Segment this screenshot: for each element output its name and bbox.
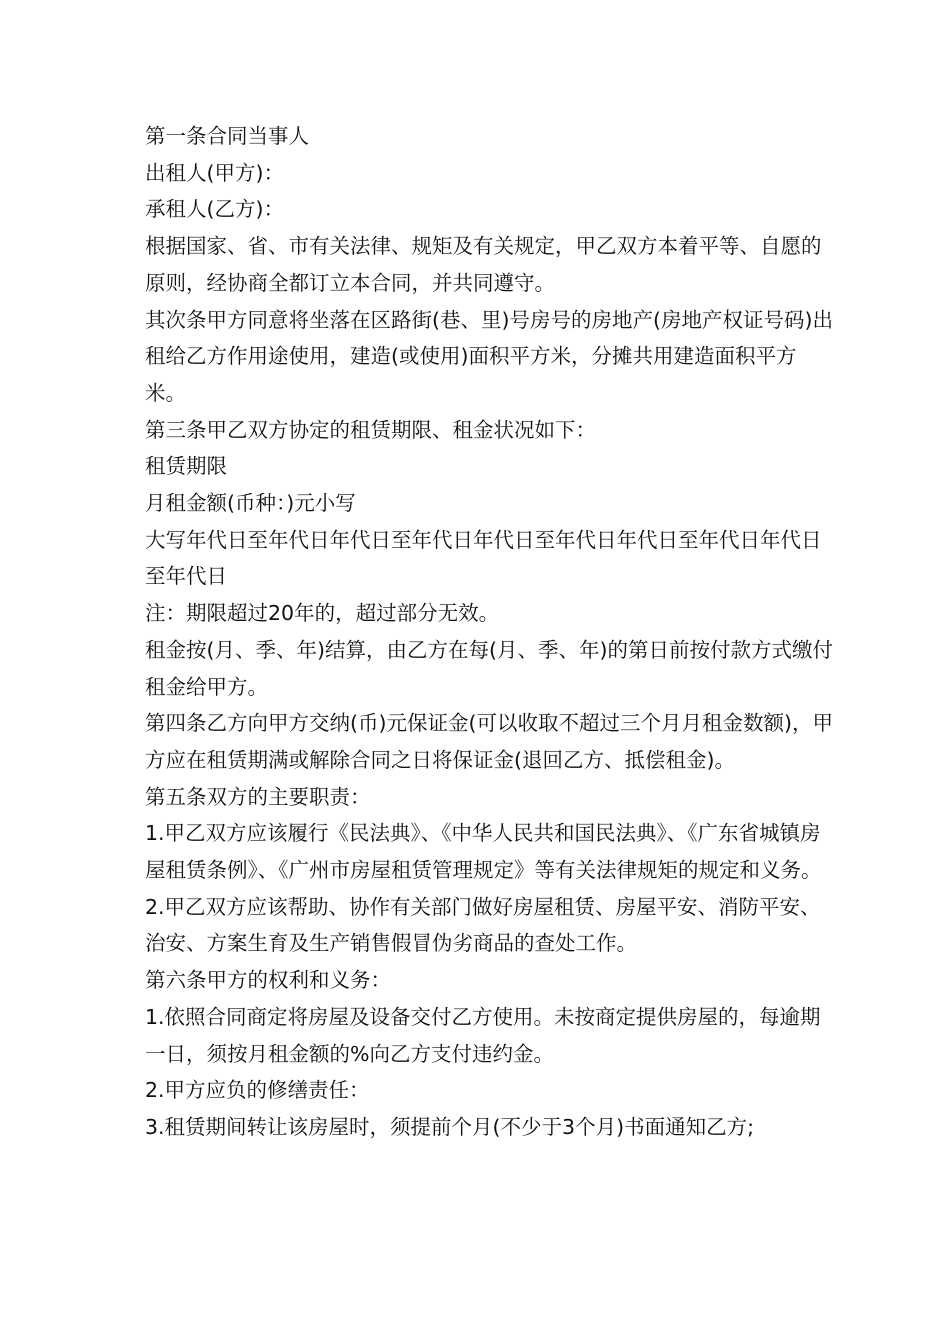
article-1-heading: 第一条合同当事人 (145, 124, 309, 148)
lessor-line: 出租人(甲方)： (145, 160, 284, 185)
article-6-item-2: 2.甲方应负的修缮责任： (145, 1078, 370, 1103)
article-3-heading: 第三条甲乙双方协定的租赁期限、租金状况如下： (145, 417, 596, 442)
monthly-rent-line: 月租金额(币种：)元小写 (145, 491, 356, 516)
lessee-line: 承租人(乙方)： (145, 197, 284, 222)
lease-term-line: 租赁期限 (145, 454, 227, 479)
article-6-item-3: 3.租赁期间转让该房屋时，须提前个月(不少于3个月)书面通知乙方; (145, 1114, 755, 1139)
rent-period-table-line: 大写年代日至年代日年代日至年代日年代日至年代日年代日至年代日年代日至年代日 (145, 527, 822, 589)
article-2-paragraph: 其次条甲方同意将坐落在区路街(巷、里)号房号的房地产(房地产权证号码)出租给乙方作用途使用，建造(或使用)面积平方米，分摊共用建造面积平方米。 (145, 307, 833, 405)
article-6-heading: 第六条甲方的权利和义务： (145, 968, 391, 993)
document-body (145, 118, 835, 1146)
rent-payment-paragraph: 租金按(月、季、年)结算，由乙方在每(月、季、年)的第日前按付款方式缴付租金给甲方。 (145, 637, 833, 699)
article-4-paragraph: 第四条乙方向甲方交纳(币)元保证金(可以收取不超过三个月月租金数额)，甲方应在租赁期满或解除合同之日将保证金(退回乙方、抵偿租金)。 (145, 711, 833, 772)
term-note-line: 注：期限超过20年的，超过部分无效。 (145, 601, 500, 626)
preamble-paragraph: 根据国家、省、市有关法律、规矩及有关规定，甲乙双方本着平等、自愿的原则，经协商全都订立本合同，并共同遵守。 (145, 234, 822, 295)
article-5-item-2: 2.甲乙双方应该帮助、协作有关部门做好房屋租赁、房屋平安、消防平安、治安、方案生育及生产销售假冒伪劣商品的查处工作。 (145, 894, 821, 956)
article-5-heading: 第五条双方的主要职责： (145, 784, 371, 809)
article-6-item-1: 1.依照合同商定将房屋及设备交付乙方使用。未按商定提供房屋的，每逾期一日，须按月租金额的%向乙方支付违约金。 (145, 1004, 821, 1066)
article-5-item-1: 1.甲乙双方应该履行《民法典》、《中华人民共和国民法典》、《广东省城镇房屋租赁条例》、《广州市房屋租赁管理规定》等有关法律规矩的规定和义务。 (145, 821, 822, 883)
